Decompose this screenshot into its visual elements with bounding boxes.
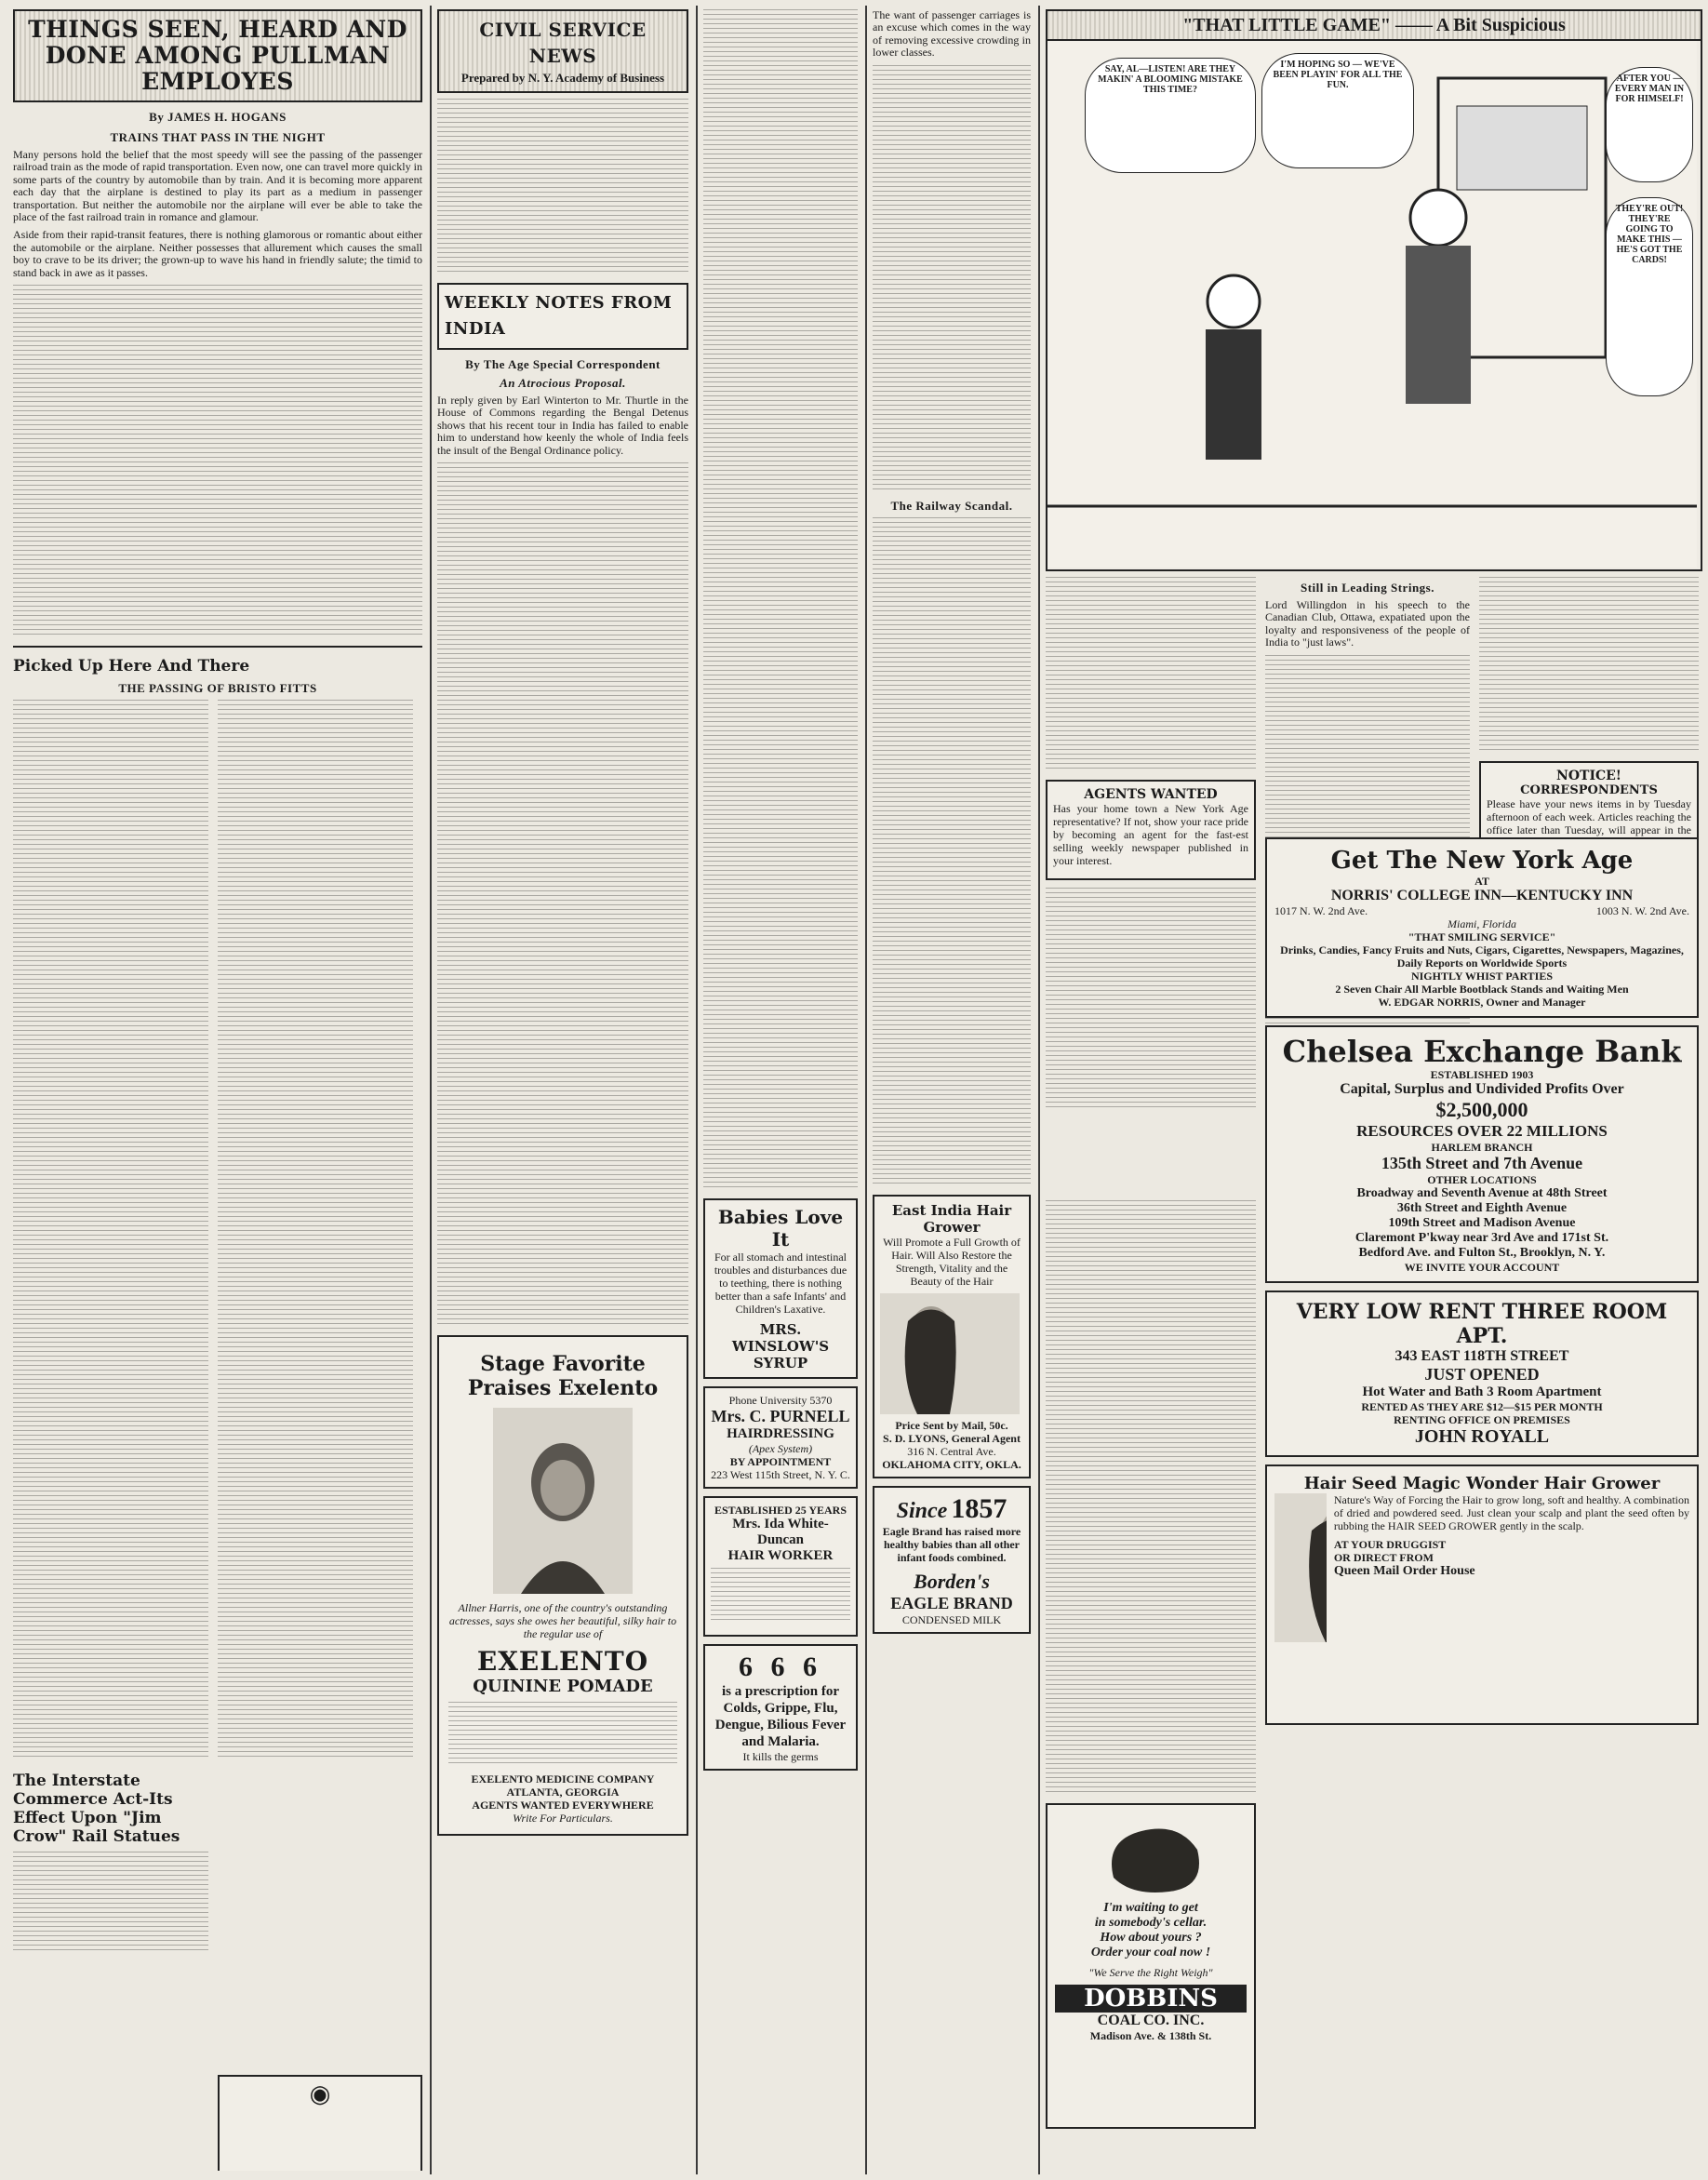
exelento-company: EXELENTO MEDICINE COMPANY: [471, 1772, 655, 1786]
bank-harlem: HARLEM BRANCH: [1431, 1141, 1533, 1154]
civil-service-header: [437, 9, 688, 93]
purnell-name: Mrs. C. PURNELL: [711, 1407, 850, 1425]
apt-office: RENTING OFFICE ON PREMISES: [1394, 1413, 1570, 1426]
agents-heading: AGENTS WANTED: [1084, 787, 1218, 802]
exelento-write: Write For Particulars.: [513, 1812, 613, 1826]
article-text-block: [437, 462, 688, 1328]
column-rule: [430, 6, 432, 2174]
chelsea-bank-ad: [1265, 1025, 1699, 1283]
bank-location: Broadway and Seventh Avenue at 48th Street: [1356, 1186, 1608, 1200]
civil-service-sub: Prepared by N. Y. Academy of Business: [460, 71, 665, 85]
eagle-body: Eagle Brand has raised more healthy babies than all other infant foods combined.: [882, 1524, 1021, 1564]
article-paragraph: Many persons hold the belief that the most speedy will see the passing of the passenger railroad train as the mode of rapid transportation. Even now, one can travel more quickly in some parts of the country by automobile than by train. And it is becoming more apparent each day that the airplane is destined to play its part as a medium in passenger transportation. But neither the automobile nor the airplane will ever be able to take the place of the fast railroad train in romance and glamour.: [13, 148, 422, 224]
purnell-system: (Apex System): [748, 1442, 813, 1455]
civil-service-title: CIVIL SERVICE NEWS: [479, 19, 647, 67]
purnell-ad: [703, 1386, 858, 1489]
bank-location: Claremont P'kway near 3rd Ave and 171st St.: [1354, 1231, 1609, 1245]
atrocious-subhead: An Atrocious Proposal.: [500, 376, 626, 390]
eagle-brand-ad: [873, 1486, 1031, 1634]
babies-body: For all stomach and intestinal troubles and disturbances due to teething, there is nothing better than a safe Infants' and Children's Laxative.: [714, 1250, 847, 1316]
apt-name: JOHN ROYALL: [1414, 1426, 1550, 1447]
bladder-ad: [218, 2075, 422, 2171]
apt-rent: RENTED AS THEY ARE $12—$15 PER MONTH: [1361, 1400, 1603, 1413]
coal-line-3: How about yours ?: [1100, 1931, 1202, 1945]
babies-heading: Babies Love It: [717, 1206, 844, 1250]
cartoon-title: "THAT LITTLE GAME" —— A Bit Suspicious: [1047, 11, 1701, 41]
article-text-block: [13, 285, 422, 638]
hair-seed-heading: Hair Seed Magic Wonder Hair Grower: [1303, 1474, 1661, 1493]
coal-line-2: in somebody's cellar.: [1094, 1916, 1208, 1930]
exelento-ad: [437, 1335, 688, 1836]
bank-other: OTHER LOCATIONS: [1427, 1173, 1537, 1186]
hair-seed-ad: [1265, 1464, 1699, 1725]
india-header-box: [437, 283, 688, 350]
interstate-heading: The Interstate Commerce Act-Its Effect Upon "Jim Crow" Rail Statues: [13, 1772, 180, 1847]
nya-goods: Drinks, Candies, Fancy Fruits and Nuts, Cigars, Cigarettes, Newspapers, Magazines, Daily Reports on Worldwide Sports: [1280, 943, 1684, 970]
east-india-ad: [873, 1195, 1031, 1478]
since-year: 1857: [951, 1492, 1007, 1524]
notice-heading: NOTICE!: [1556, 769, 1621, 783]
article-text-block: [13, 1852, 208, 1954]
column-rule: [696, 6, 698, 2174]
notice-body: Please have your news items in by Tuesday afternoon of each week. Articles reaching the office later than Tuesday, will appear in the: [1487, 797, 1691, 836]
coal-lump-icon: [1095, 1812, 1207, 1896]
bank-location: Bedford Ave. and Fulton St., Brooklyn, N. Y.: [1358, 1246, 1606, 1260]
nya-owner: W. EDGAR NORRIS, Owner and Manager: [1378, 996, 1586, 1009]
bank-location: 109th Street and Madison Avenue: [1388, 1216, 1576, 1230]
six-six-six-ad: [703, 1644, 858, 1771]
pullman-title: THINGS SEEN, HEARD AND DONE AMONG PULLMAN EMPLOYES: [28, 16, 407, 95]
article-paragraph: Aside from their rapid-transit features, there is nothing glamorous or romantic about either the automobile or the airplane. Neither possesses that allurement which causes the small boy to crave to be its driver; the grown-up to wave his hand in friendly salute; the timid to stand back in awe as it passes.: [13, 228, 422, 279]
bank-branch: 135th Street and 7th Avenue: [1381, 1154, 1583, 1172]
column-3: [703, 9, 858, 2171]
duncan-established: ESTABLISHED 25 YEARS: [714, 1504, 847, 1517]
ads-stack: [1265, 837, 1699, 2171]
hair-footer-2: OR DIRECT FROM: [1333, 1551, 1434, 1564]
article-text-block: [1046, 1200, 1256, 1796]
hair-footer-3: Queen Mail Order House: [1333, 1564, 1475, 1578]
exelento-location: ATLANTA, GEORGIA: [506, 1785, 620, 1799]
exelento-brand: EXELENTO: [476, 1646, 649, 1678]
nya-chairs: 2 Seven Chair All Marble Bootblack Stands and Waiting Men: [1335, 983, 1629, 996]
column-pullman: [13, 9, 422, 2171]
purnell-address: 223 West 115th Street, N. Y. C.: [711, 1468, 850, 1481]
actress-portrait-icon: [493, 1408, 633, 1594]
article-text-block: [437, 99, 688, 275]
coal-tag: "We Serve the Right Weigh": [1088, 1966, 1213, 1979]
bank-location: 36th Street and Eighth Avenue: [1396, 1201, 1568, 1215]
new-york-age-ad: [1265, 837, 1699, 1018]
column-5a: [1046, 577, 1256, 1191]
article-text-block: [218, 700, 413, 1760]
sanitol-icon: ◉: [309, 2080, 331, 2107]
duncan-trade: HAIR WORKER: [727, 1548, 834, 1563]
agents-wanted-box: [1046, 780, 1256, 880]
duncan-ad: [703, 1496, 858, 1637]
bank-amount: $2,500,000: [1435, 1098, 1528, 1121]
nya-city: Miami, Florida: [1448, 917, 1516, 930]
stage-favorite-heading: Stage Favorite Praises Exelento: [467, 1352, 659, 1401]
column-4: [873, 9, 1031, 2171]
speech-bubble: AFTER YOU — EVERY MAN IN FOR HIMSELF!: [1606, 67, 1693, 182]
article-text-block: [1479, 577, 1699, 754]
east-india-price: Price Sent by Mail, 50c.: [895, 1418, 1008, 1432]
article-text-block: [13, 700, 208, 1760]
apartment-ad: [1265, 1291, 1699, 1457]
ad-text-block: [448, 1702, 677, 1767]
pullman-header: [13, 9, 422, 102]
nya-address-1: 1017 N. W. 2nd Ave.: [1274, 904, 1368, 917]
six-six-six-desc: is a prescription for Colds, Grippe, Flu, Dengue, Bilious Fever and Malaria.: [714, 1684, 847, 1749]
coal-company: COAL CO. INC.: [1097, 2013, 1205, 2028]
article-text-block: [1046, 577, 1256, 772]
article-text-block: [1046, 888, 1256, 1111]
apt-feature: Hot Water and Bath 3 Room Apartment: [1362, 1384, 1602, 1399]
duncan-name: Mrs. Ida White-Duncan: [732, 1517, 829, 1547]
column-civil-service: [437, 9, 688, 2171]
quinine-pomade: QUININE POMADE: [473, 1677, 653, 1697]
article-text-block: [873, 65, 1031, 493]
column-5-lower-left: [1046, 1200, 1256, 2171]
leading-strings-body: Lord Willingdon in his speech to the Canadian Club, Ottawa, expatiated upon the loyalty and responsiveness of the people of India to "just laws".: [1265, 598, 1470, 649]
nya-smiling: "THAT SMILING SERVICE": [1408, 930, 1556, 943]
exelento-agents: AGENTS WANTED EVERYWHERE: [472, 1799, 654, 1812]
east-india-heading: East India Hair Grower: [891, 1201, 1012, 1236]
column-rule: [1038, 6, 1040, 2174]
picked-up-section: [13, 646, 422, 1766]
railway-scandal-subhead: The Railway Scandal.: [890, 498, 1013, 513]
nya-inn: NORRIS' COLLEGE INN—KENTUCKY INN: [1330, 888, 1634, 903]
eagle-brand-name: EAGLE BRAND: [890, 1593, 1013, 1612]
hair-seed-body: Nature's Way of Forcing the Hair to grow long, soft and healthy. A combination of dried and powdered seed. Just clean your scalp and plant the seed often by rubbing the HAIR SEED GROWER gently in the scalp.: [1333, 1493, 1689, 1532]
byline: By JAMES H. HOGANS: [149, 110, 287, 124]
article-paragraph: The want of passenger carriages is an excuse which comes in the way of removing excessive crowding in lower classes.: [873, 9, 1031, 60]
column-rule: [865, 6, 867, 2174]
condensed-milk: CONDENSED MILK: [901, 1612, 1002, 1626]
speech-bubble: THEY'RE OUT! THEY'RE GOING TO MAKE THIS — HE'S GOT THE CARDS!: [1606, 197, 1693, 396]
long-hair-woman-icon: [880, 1293, 1020, 1414]
coal-line-4: Order your coal now !: [1090, 1946, 1211, 1959]
article-paragraph: In reply given by Earl Winterton to Mr. Thurtle in the House of Commons regarding the Bengal Detenus shows that his recent tour in India has failed to enable him to understand how keenly the whole of India feels the insult of the Bengal Ordinance policy.: [437, 394, 688, 457]
speech-bubble: SAY, AL—LISTEN! ARE THEY MAKIN' A BLOOMING MISTAKE THIS TIME?: [1085, 58, 1256, 173]
dobbins-coal-ad: [1046, 1803, 1256, 2129]
coal-address: Madison Ave. & 138th St.: [1089, 2029, 1212, 2042]
winslow-brand: MRS. WINSLOW'S SYRUP: [731, 1321, 830, 1371]
nya-whist: NIGHTLY WHIST PARTIES: [1410, 970, 1554, 983]
since-label: Since: [896, 1498, 948, 1523]
bank-invite: WE INVITE YOUR ACCOUNT: [1404, 1261, 1560, 1274]
phone-number: Phone University 5370: [728, 1394, 833, 1407]
nya-heading: Get The New York Age: [1330, 847, 1634, 875]
purnell-trade: HAIRDRESSING: [727, 1426, 834, 1441]
apt-open: JUST OPENED: [1424, 1365, 1540, 1384]
speech-bubble: I'M HOPING SO — WE'VE BEEN PLAYIN' FOR ALL THE FUN.: [1261, 53, 1414, 168]
bordens-logo: Borden's: [914, 1569, 990, 1593]
bank-heading: Chelsea Exchange Bank: [1282, 1034, 1682, 1069]
nya-at: AT: [1474, 875, 1489, 888]
babies-ad: [703, 1198, 858, 1379]
east-india-address: 316 N. Central Ave.: [907, 1444, 996, 1458]
apt-heading: VERY LOW RENT THREE ROOM APT.: [1296, 1300, 1668, 1348]
bank-established: ESTABLISHED 1903: [1430, 1068, 1534, 1081]
dobbins-brand: DOBBINS: [1055, 1985, 1247, 2013]
cartoon-panel: [1046, 9, 1702, 571]
picked-up-heading: Picked Up Here And There: [13, 657, 250, 676]
six-six-six-tail: It kills the germs: [742, 1750, 819, 1763]
coal-line-1: I'm waiting to get: [1103, 1901, 1198, 1915]
article-text-block: [873, 517, 1031, 1187]
stage-caption: Allner Harris, one of the country's outstanding actresses, says she owes her beautiful, silky hair to the regular use of: [448, 1601, 677, 1641]
notice-sub: CORRESPONDENTS: [1520, 783, 1658, 797]
bank-resources: RESOURCES OVER 22 MILLIONS: [1356, 1122, 1608, 1140]
nya-address-2: 1003 N. W. 2nd Ave.: [1595, 904, 1689, 917]
leading-strings-subhead: Still in Leading Strings.: [1301, 581, 1434, 595]
purnell-appointment: BY APPOINTMENT: [729, 1455, 832, 1468]
india-byline: By The Age Special Correspondent: [465, 357, 661, 371]
ad-text-block: [711, 1568, 850, 1624]
bristo-fitts-subhead: THE PASSING OF BRISTO FITTS: [118, 681, 317, 696]
trains-subhead: TRAINS THAT PASS IN THE NIGHT: [110, 130, 326, 144]
hair-seed-portrait-icon: [1274, 1493, 1327, 1642]
east-india-city: OKLAHOMA CITY, OKLA.: [882, 1457, 1021, 1471]
six-six-six: 6 6 6: [739, 1652, 822, 1682]
hair-footer-1: AT YOUR DRUGGIST: [1333, 1538, 1447, 1551]
india-title: WEEKLY NOTES FROM INDIA: [445, 293, 673, 339]
east-india-agent: S. D. LYONS, General Agent: [883, 1431, 1021, 1445]
agents-body: Has your home town a New York Age representative? If not, show your race pride by becoming an agent for the fast-est selling weekly newspaper published in your interest.: [1053, 802, 1248, 867]
article-text-block: [703, 9, 858, 1191]
east-india-body: Will Promote a Full Growth of Hair. Will Also Restore the Strength, Vitality and the Beauty of the Hair: [883, 1235, 1021, 1288]
apt-address: 343 EAST 118TH STREET: [1394, 1348, 1569, 1364]
bank-capital: Capital, Surplus and Undivided Profits Over: [1340, 1081, 1624, 1097]
